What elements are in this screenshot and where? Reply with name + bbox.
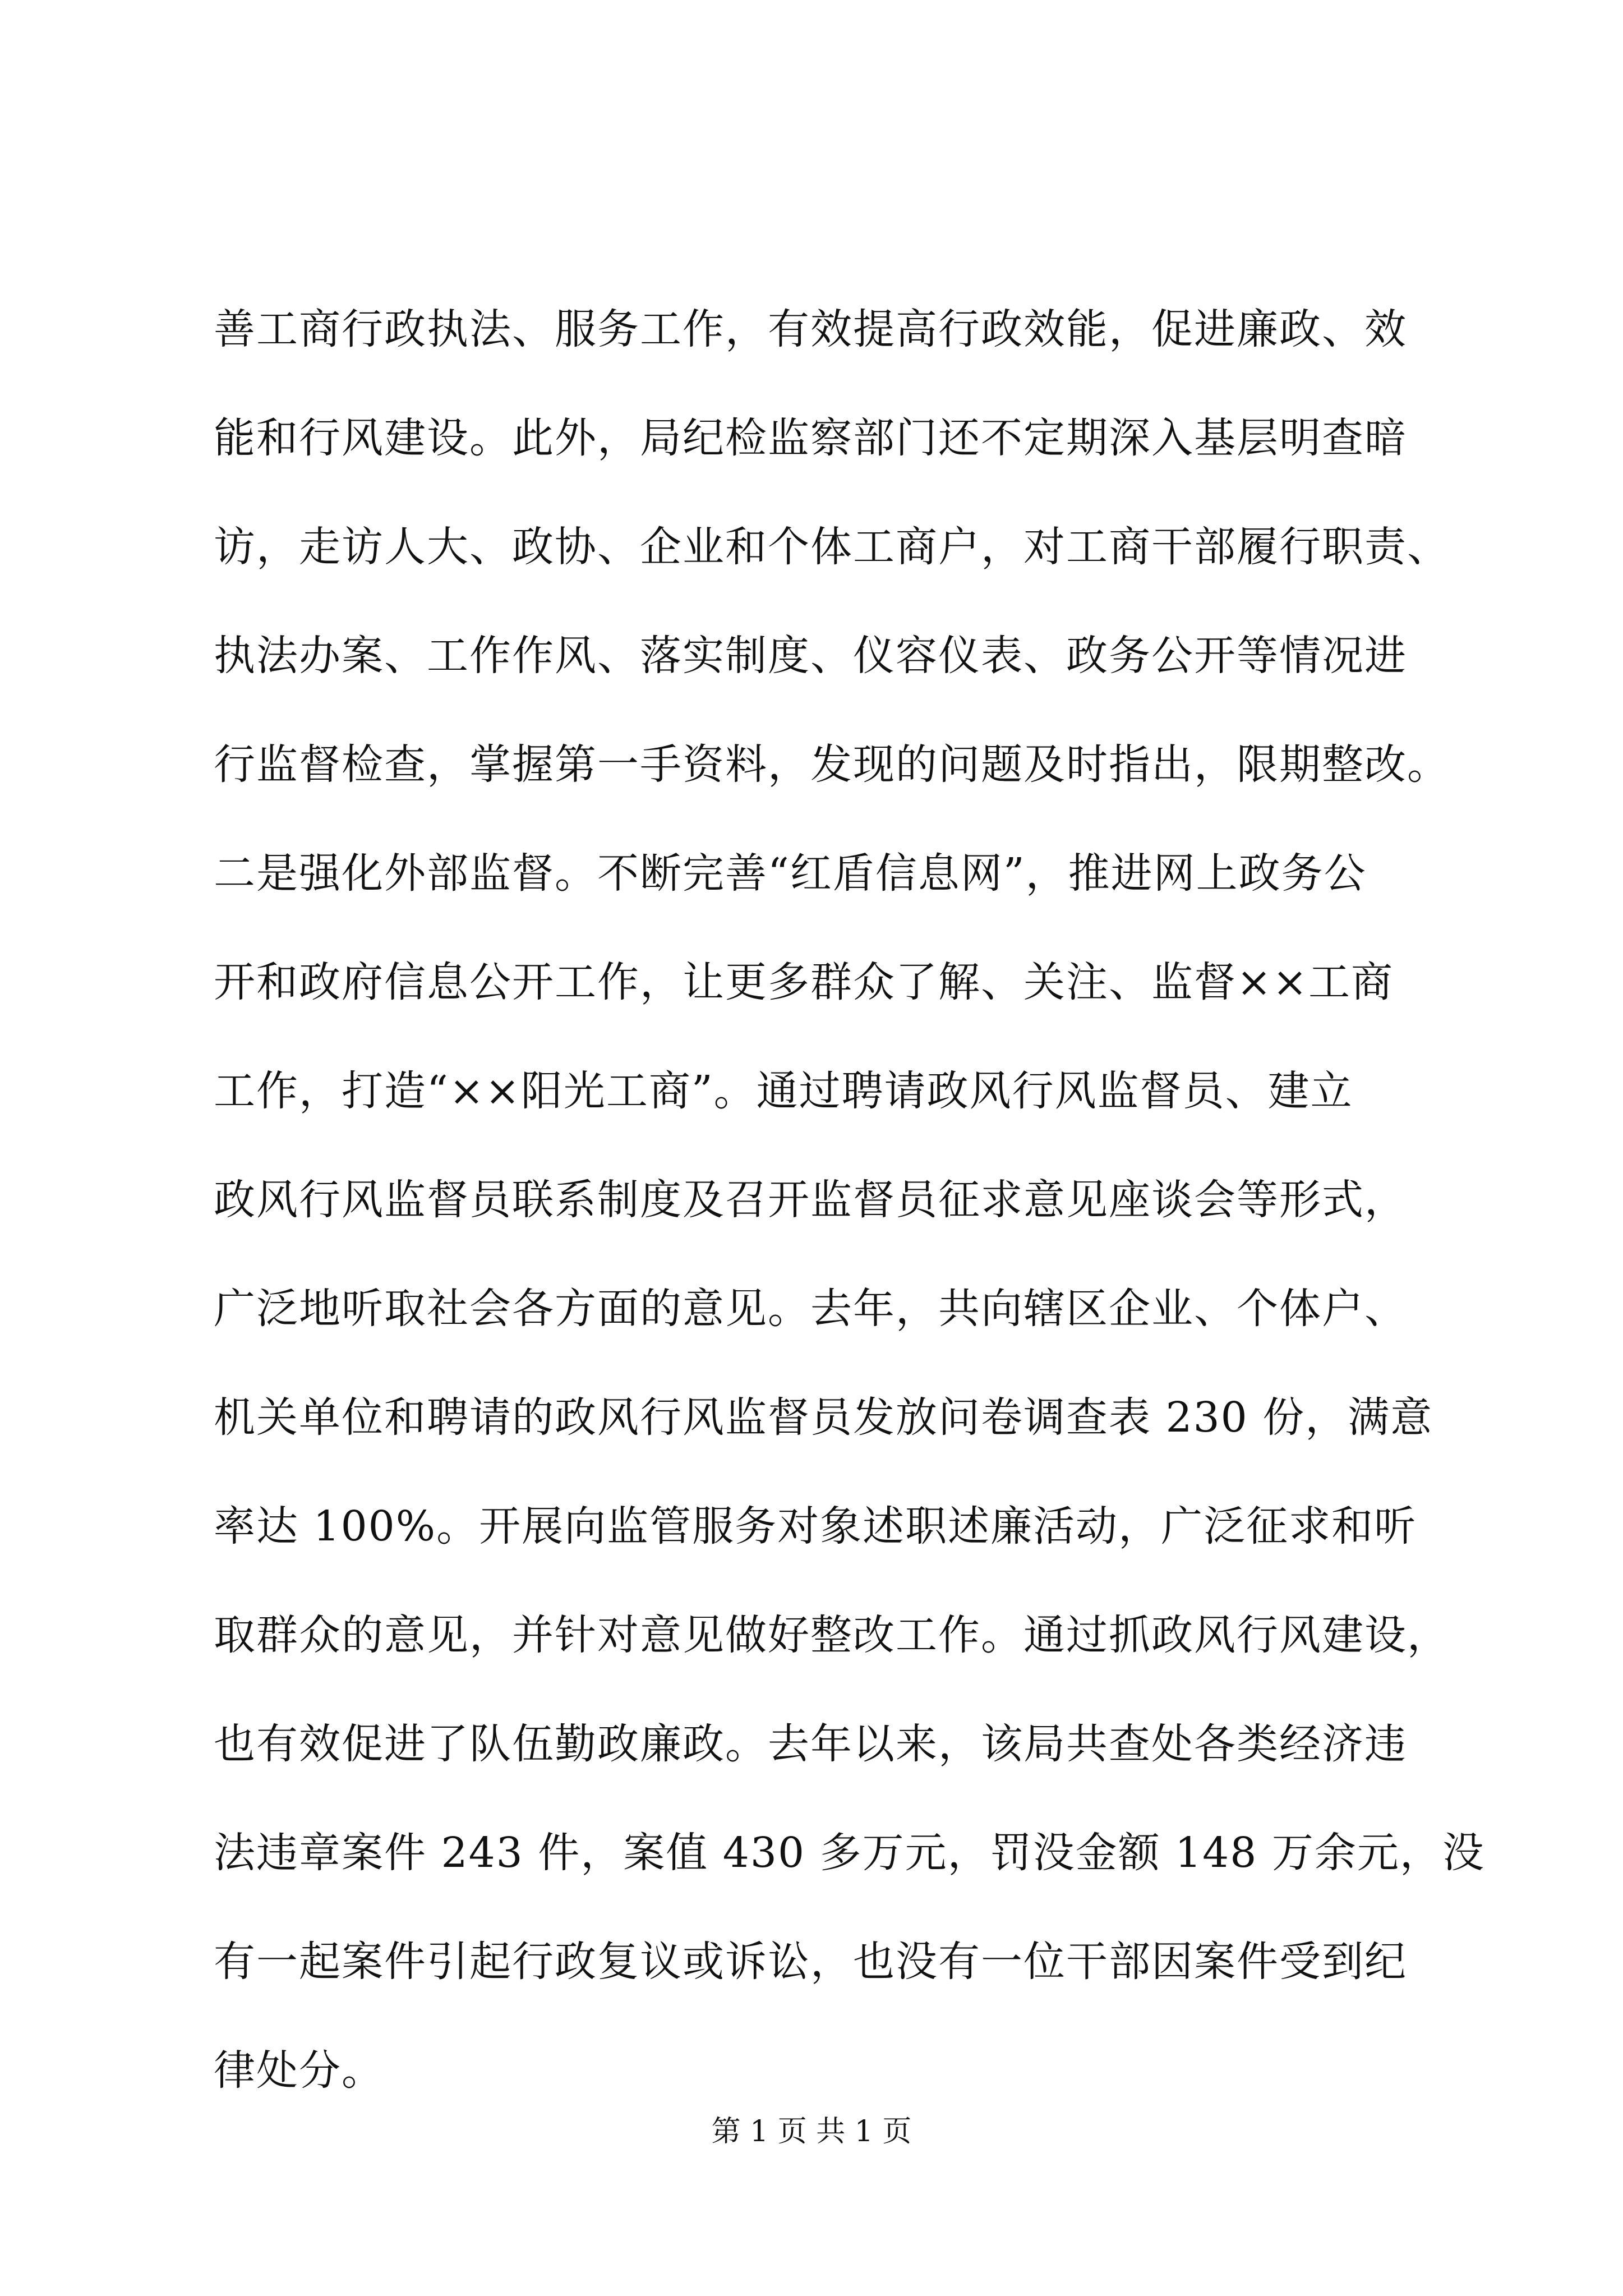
text-line: 善工商行政执法、服务工作，有效提高行政效能，促进廉政、效 [214, 305, 1407, 353]
text-line: 律处分。 [214, 2046, 384, 2095]
page-footer [0, 2112, 1623, 2151]
body-paragraph [214, 296, 1485, 2146]
text-line: 机关单位和聘请的政风行风监督员发放问卷调查表 230 份，满意 [214, 1393, 1433, 1442]
page-number-label: 第 1 页 共 1 页 [711, 2115, 912, 2148]
text-line: 工作，打造“××阳光工商”。通过聘请政风行风监督员、建立 [214, 1067, 1353, 1115]
text-line: 政风行风监督员联系制度及召开监督员征求意见座谈会等形式， [214, 1176, 1407, 1224]
text-line: 能和行风建设。此外，局纪检监察部门还不定期深入基层明查暗 [214, 414, 1407, 462]
text-line: 有一起案件引起行政复议或诉讼，也没有一位干部因案件受到纪 [214, 1938, 1407, 1986]
text-line: 二是强化外部监督。不断完善“红盾信息网”，推进网上政务公 [214, 849, 1367, 898]
text-line: 访，走访人大、政协、企业和个体工商户，对工商干部履行职责、 [214, 523, 1450, 571]
text-line: 取群众的意见，并针对意见做好整改工作。通过抓政风行风建设， [214, 1611, 1450, 1659]
text-line: 开和政府信息公开工作，让更多群众了解、关注、监督××工商 [214, 958, 1394, 1006]
text-line: 也有效促进了队伍勤政廉政。去年以来，该局共查处各类经济违 [214, 1720, 1407, 1768]
text-line: 率达 100%。开展向监管服务对象述职述廉活动，广泛征求和听 [214, 1502, 1417, 1550]
text-line: 行监督检查，掌握第一手资料，发现的问题及时指出，限期整改。 [214, 740, 1450, 789]
text-line: 法违章案件 243 件，案值 430 多万元，罚没金额 148 万余元，没 [214, 1829, 1485, 1877]
text-line: 广泛地听取社会各方面的意见。去年，共向辖区企业、个体户、 [214, 1285, 1407, 1333]
text-line: 执法办案、工作作风、落实制度、仪容仪表、政务公开等情况进 [214, 632, 1407, 680]
